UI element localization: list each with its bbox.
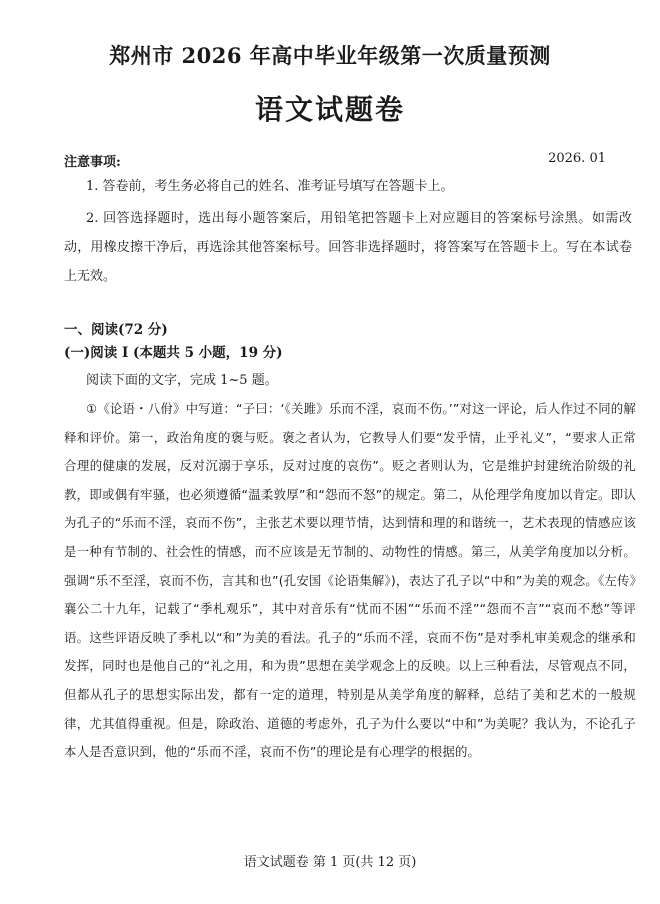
reading-passage-paragraph-1: ①《论语・八佾》中写道：“子曰：‘《关雎》乐而不淫，哀而不伤。’”对这一评论，后人作过不同的解释和评价。第一，政治角度的褒与贬。褒之者认为，它教导人们要“发乎情，止乎礼义”，“要求人正常合理的健康的发展，反对沉溺于享乐，反对过度的哀伤”。贬之者则认为，它是维护封建统治阶级的礼教，即或偶有牢骚，也必须遵循“温柔敦厚”和“怨而不怒”的规定。第二，从伦理学角度加以肯定。即认为孔子的“乐而不淫，哀而不伤”，主张艺术要以理节情，达到情和理的和谐统一，艺术表现的情感应该是一种有节制的、社会性的情感，而不应该是无节制的、动物性的情感。第三，从美学角度加以分析。强调“乐不至淫，哀而不伤，言其和也”(孔安国《论语集解》)，表达了孔子以“中和”为美的观念。《左传》襄公二十九年，记载了“季札观乐”，其中对音乐有“忧而不困”“乐而不淫”“怨而不言”“哀而不愁”等评语。这些评语反映了季札以“和”为美的看法。孔子的“乐而不淫，哀而不伤”是对季札审美观念的继承和发挥，同时也是他自己的“礼之用，和为贵”思想在美学观念上的反映。以上三种看法，尽管观点不同，但都从孔子的思想实际出发，都有一定的道理，特别是从美学角度的解释，总结了美和艺术的一般规律，尤其值得重视。但是，除政治、道德的考虑外，孔子为什么要以“中和”为美呢？我认为，不论孔子本人是否意识到，他的“乐而不淫，哀而不伤”的理论是有心理学的根据的。 xyxy=(64,401,636,760)
notice-header xyxy=(64,151,606,171)
exam-date: 2026. 01 xyxy=(548,151,606,166)
exam-title: 郑州市 2026 年高中毕业年级第一次质量预测 xyxy=(109,43,551,68)
section-subheading: (一)阅读 I (本题共 5 小题，19 分) xyxy=(64,345,283,361)
section-heading: 一、阅读(72 分) xyxy=(64,322,168,338)
page-footer: 语文试题卷 第 1 页(共 12 页) xyxy=(243,855,417,870)
paper-subtitle: 语文试题卷 xyxy=(254,93,405,126)
notice-item-2: 2. 回答选择题时，选出每小题答案后，用铅笔把答题卡上对应题目的答案标号涂黑。如需改动，用橡皮擦干净后，再选涂其他答案标号。回答非选择题时，将答案写在答题卡上。写在本试卷上无效。 xyxy=(64,211,632,284)
notice-label: 注意事项: xyxy=(64,155,121,170)
notice-item-1: 1. 答卷前，考生务必将自己的姓名、准考证号填写在答题卡上。 xyxy=(86,179,454,194)
reading-instruction: 阅读下面的文字，完成 1~5 题。 xyxy=(86,373,278,388)
